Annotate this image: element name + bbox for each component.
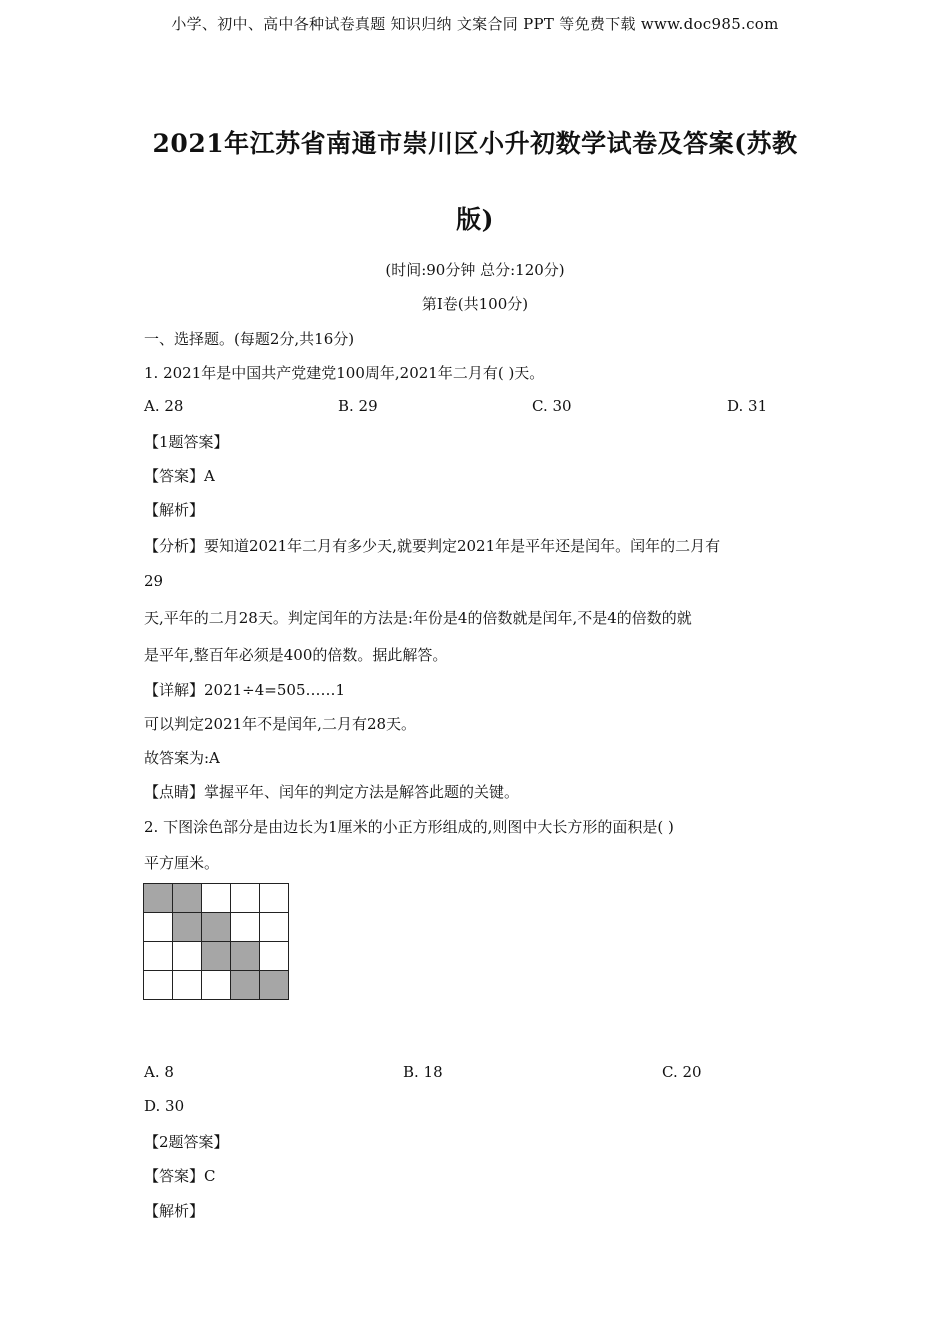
grid-cell-shaded — [202, 942, 231, 971]
q2-answer-heading: 【2题答案】 — [144, 1133, 229, 1151]
grid-cell-empty — [260, 884, 289, 913]
grid-cell-empty — [144, 942, 173, 971]
grid-cell-shaded — [231, 942, 260, 971]
q2-answer: 【答案】C — [144, 1167, 216, 1185]
grid-cell-shaded — [202, 913, 231, 942]
q1-answer: 【答案】A — [144, 467, 215, 485]
grid-cell-empty — [231, 913, 260, 942]
page-header: 小学、初中、高中各种试卷真题 知识归纳 文案合同 PPT 等免费下载 www.doc985.com — [171, 15, 779, 33]
grid-cell-empty — [173, 971, 202, 1000]
grid-cell-empty — [144, 913, 173, 942]
q1-detail-line2: 可以判定2021年不是闰年,二月有28天。 — [144, 715, 417, 733]
q2-analysis-heading: 【解析】 — [144, 1202, 205, 1220]
q2-option-a: A. 8 — [144, 1063, 174, 1081]
grid-row — [144, 971, 289, 1000]
q1-option-c: C. 30 — [532, 397, 572, 415]
q1-analysis-line1: 【分析】要知道2021年二月有多少天,就要判定2021年是平年还是闰年。闰年的二月有 — [144, 537, 721, 555]
grid-cell-shaded — [173, 884, 202, 913]
grid-cell-empty — [173, 942, 202, 971]
q2-option-c: C. 20 — [662, 1063, 702, 1081]
q1-tip: 【点睛】掌握平年、闰年的判定方法是解答此题的关键。 — [144, 783, 520, 801]
question-2-stem-line1: 2. 下图涂色部分是由边长为1厘米的小正方形组成的,则图中大长方形的面积是( ) — [144, 818, 674, 836]
q1-detail-line1: 【详解】2021÷4=505……1 — [144, 681, 346, 699]
grid-row — [144, 942, 289, 971]
q1-option-d: D. 31 — [727, 397, 768, 415]
q1-analysis-line2: 29 — [144, 572, 164, 590]
grid-row — [144, 913, 289, 942]
section-heading: 一、选择题。(每题2分,共16分) — [144, 330, 355, 348]
grid-cell-shaded — [231, 971, 260, 1000]
q1-option-a: A. 28 — [144, 397, 184, 415]
page-title-line2: 版) — [456, 205, 494, 234]
q1-analysis-line3: 天,平年的二月28天。判定闰年的方法是:年份是4的倍数就是闰年,不是4的倍数的就 — [144, 609, 692, 627]
q1-conclusion: 故答案为:A — [144, 749, 220, 767]
grid-cell-empty — [202, 884, 231, 913]
grid-cell-empty — [260, 913, 289, 942]
grid-cell-shaded — [144, 884, 173, 913]
grid-cell-empty — [202, 971, 231, 1000]
page-title-line1: 2021年江苏省南通市崇川区小升初数学试卷及答案(苏教 — [152, 129, 798, 158]
q1-answer-heading: 【1题答案】 — [144, 433, 229, 451]
q1-option-b: B. 29 — [338, 397, 378, 415]
grid-cell-empty — [144, 971, 173, 1000]
grid-cell-empty — [231, 884, 260, 913]
q2-option-b: B. 18 — [403, 1063, 443, 1081]
q1-analysis-heading: 【解析】 — [144, 501, 205, 519]
shaded-square-grid — [143, 883, 289, 1000]
q2-option-d: D. 30 — [144, 1097, 185, 1115]
exam-info: (时间:90分钟 总分:120分) — [385, 261, 565, 279]
question-2-stem-line2: 平方厘米。 — [144, 854, 220, 872]
grid-cell-empty — [260, 942, 289, 971]
q1-analysis-line4: 是平年,整百年必须是400的倍数。据此解答。 — [144, 646, 448, 664]
question-1-stem: 1. 2021年是中国共产党建党100周年,2021年二月有( )天。 — [144, 364, 545, 382]
grid-row — [144, 884, 289, 913]
volume-heading: 第Ⅰ卷(共100分) — [421, 295, 529, 313]
grid-cell-shaded — [260, 971, 289, 1000]
grid-cell-shaded — [173, 913, 202, 942]
